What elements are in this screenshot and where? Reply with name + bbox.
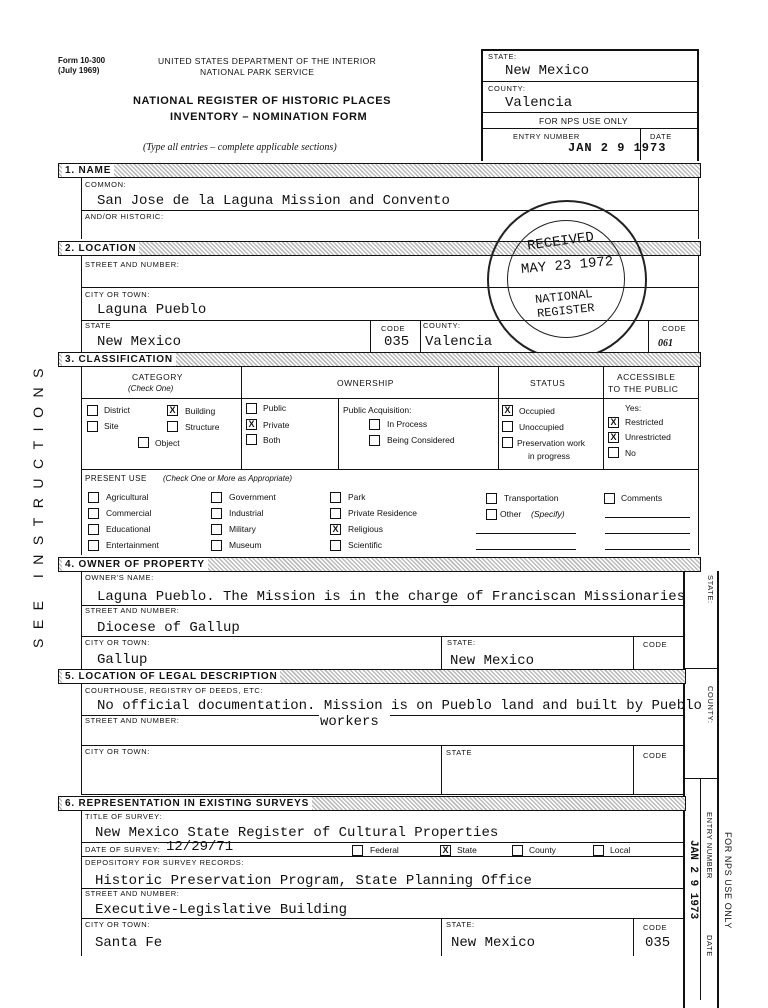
- county-value: Valencia: [505, 95, 573, 111]
- private-residence-label: Private Residence: [348, 508, 417, 518]
- state-survey-checkbox[interactable]: X: [440, 845, 451, 856]
- owner-state-value: New Mexico: [450, 653, 535, 669]
- legal-city-label: CITY OR TOWN:: [85, 747, 150, 756]
- survey-date-value: 12/29/71: [166, 839, 234, 855]
- form-date: (July 1969): [58, 66, 100, 75]
- form-subtitle: INVENTORY – NOMINATION FORM: [170, 111, 368, 123]
- stamp-received-text: RECEIVED: [526, 229, 596, 255]
- owner-city-value: Gallup: [97, 652, 148, 668]
- survey-city-value: Santa Fe: [95, 935, 163, 951]
- transportation-checkbox[interactable]: [486, 493, 497, 504]
- owner-street-label: STREET AND NUMBER:: [85, 606, 180, 615]
- received-stamp: [487, 200, 647, 360]
- accessible-header: ACCESSIBLE: [617, 372, 676, 382]
- structure-checkbox[interactable]: [167, 421, 178, 432]
- being-considered-checkbox[interactable]: [369, 435, 380, 446]
- category-header: CATEGORY: [132, 372, 183, 382]
- depository-value: Historic Preservation Program, State Planning Office: [95, 873, 532, 889]
- state-label: STATE:: [488, 52, 517, 61]
- survey-street-value: Executive-Legislative Building: [95, 902, 348, 918]
- transportation-label: Transportation: [504, 493, 559, 503]
- yes-label: Yes:: [625, 403, 642, 413]
- legal-state-label: STATE: [446, 748, 473, 757]
- public-checkbox[interactable]: [246, 403, 257, 414]
- private-label: Private: [263, 420, 290, 430]
- margin-state-label: STATE:: [706, 575, 715, 604]
- courthouse-value-cont: workers: [320, 714, 379, 730]
- preservation-work-label: Preservation work: [517, 438, 586, 448]
- park-label: Park: [348, 492, 366, 502]
- city-town-label: CITY OR TOWN:: [85, 290, 150, 299]
- common-label: COMMON:: [85, 180, 127, 189]
- scientific-label: Scientific: [348, 540, 383, 550]
- common-name-value: San Jose de la Laguna Mission and Convento: [97, 193, 450, 209]
- being-considered-label: Being Considered: [387, 435, 455, 445]
- courthouse-value: No official documentation. Mission is on Pueblo land and built by Pueblo: [97, 698, 702, 714]
- survey-state-value: New Mexico: [451, 935, 536, 951]
- county-label: COUNTY:: [488, 84, 526, 93]
- survey-date-label: DATE OF SURVEY:: [85, 845, 161, 854]
- military-checkbox[interactable]: [211, 524, 222, 535]
- public-label: Public: [263, 403, 287, 413]
- no-checkbox[interactable]: [608, 447, 619, 458]
- government-checkbox[interactable]: [211, 492, 222, 503]
- occupied-checkbox[interactable]: X: [502, 405, 513, 416]
- building-checkbox[interactable]: X: [167, 405, 178, 416]
- survey-state-label: STATE:: [446, 920, 475, 929]
- legal-code-label: CODE: [643, 751, 668, 760]
- entry-number-label: ENTRY NUMBER: [513, 132, 580, 141]
- entertainment-label: Entertainment: [106, 540, 159, 550]
- in-process-label: In Process: [387, 419, 428, 429]
- federal-checkbox[interactable]: [352, 845, 363, 856]
- section-1-heading-bar: [58, 163, 701, 178]
- date-label: DATE: [650, 132, 672, 141]
- location-county-label: COUNTY:: [423, 321, 461, 330]
- location-county-value: Valencia: [425, 334, 493, 350]
- nps-use-only-label: FOR NPS USE ONLY: [539, 116, 628, 126]
- margin-entry-stamp: JAN 2 9 1973: [687, 840, 699, 920]
- unrestricted-label: Unrestricted: [625, 432, 671, 442]
- state-value: New Mexico: [505, 63, 590, 79]
- present-use-label: PRESENT USE: [85, 474, 147, 483]
- restricted-label: Restricted: [625, 417, 664, 427]
- industrial-label: Industrial: [229, 508, 264, 518]
- service: NATIONAL PARK SERVICE: [200, 67, 315, 77]
- survey-title-label: TITLE OF SURVEY:: [85, 812, 162, 821]
- owners-name-value: Laguna Pueblo. The Mission is in the charge of Franciscan Missionaries: [97, 589, 686, 605]
- form-number: Form 10-300: [58, 56, 106, 65]
- to-the-public-header: TO THE PUBLIC: [608, 384, 679, 394]
- survey-code-value: 035: [645, 935, 671, 951]
- section-6-heading-bar: [58, 796, 686, 811]
- state-survey-label: State: [457, 845, 477, 855]
- survey-city-label: CITY OR TOWN:: [85, 920, 150, 929]
- commercial-checkbox[interactable]: [88, 508, 99, 519]
- margin-nps-label: FOR NPS USE ONLY: [723, 832, 733, 929]
- section-2-heading: 2. LOCATION: [62, 242, 139, 255]
- margin-date-label: DATE: [705, 935, 714, 957]
- religious-label: Religious: [348, 524, 383, 534]
- district-label: District: [104, 405, 130, 415]
- county-survey-label: County: [529, 845, 556, 855]
- state-code-label: CODE: [381, 324, 406, 333]
- stamp-date-text: MAY 23 1972: [520, 254, 614, 278]
- section-5-heading-bar: [58, 669, 686, 684]
- instruction-text: (Type all entries – complete applicable sections): [143, 142, 337, 153]
- owner-code-label: CODE: [643, 640, 668, 649]
- local-survey-label: Local: [610, 845, 631, 855]
- ownership-header: OWNERSHIP: [337, 378, 394, 388]
- form-title: NATIONAL REGISTER OF HISTORIC PLACES: [133, 95, 392, 107]
- section-5-heading: 5. LOCATION OF LEGAL DESCRIPTION: [62, 670, 280, 683]
- section-6-heading: 6. REPRESENTATION IN EXISTING SURVEYS: [62, 797, 312, 810]
- structure-label: Structure: [185, 422, 220, 432]
- entertainment-checkbox[interactable]: [88, 540, 99, 551]
- street-number-label: STREET AND NUMBER:: [85, 260, 180, 269]
- local-survey-checkbox[interactable]: [593, 845, 604, 856]
- scientific-checkbox[interactable]: [330, 540, 341, 551]
- margin-county-label: COUNTY:: [706, 686, 715, 724]
- stamp-national-text: NATIONAL: [534, 287, 594, 307]
- survey-code-label: CODE: [643, 923, 668, 932]
- preservation-work-checkbox[interactable]: [502, 437, 513, 448]
- owners-name-label: OWNER'S NAME:: [85, 573, 154, 582]
- district-checkbox[interactable]: [87, 405, 98, 416]
- legal-street-label: STREET AND NUMBER:: [85, 716, 180, 725]
- agricultural-checkbox[interactable]: [88, 492, 99, 503]
- restricted-checkbox[interactable]: X: [608, 417, 619, 428]
- section-3-heading: 3. CLASSIFICATION: [62, 353, 176, 366]
- federal-label: Federal: [370, 845, 399, 855]
- stamp-register-text: REGISTER: [536, 301, 596, 321]
- religious-checkbox[interactable]: X: [330, 524, 341, 535]
- no-label: No: [625, 448, 636, 458]
- both-checkbox[interactable]: [246, 434, 257, 445]
- building-label: Building: [185, 406, 216, 416]
- county-code-label: CODE: [662, 324, 687, 333]
- entry-date-stamp: JAN 2 9 1973: [568, 141, 667, 155]
- survey-street-label: STREET AND NUMBER:: [85, 889, 180, 898]
- object-checkbox[interactable]: [138, 437, 149, 448]
- city-town-value: Laguna Pueblo: [97, 302, 207, 318]
- section-4-heading: 4. OWNER OF PROPERTY: [62, 558, 208, 571]
- owner-state-label: STATE:: [447, 638, 476, 647]
- courthouse-label: COURTHOUSE, REGISTRY OF DEEDS, ETC:: [85, 686, 264, 695]
- public-acquisition-label: Public Acquisition:: [343, 405, 412, 415]
- military-label: Military: [229, 524, 256, 534]
- unrestricted-checkbox[interactable]: X: [608, 432, 619, 443]
- industrial-checkbox[interactable]: [211, 508, 222, 519]
- park-checkbox[interactable]: [330, 492, 341, 503]
- see-instructions-side-text: SEE INSTRUCTIONS: [30, 359, 46, 648]
- educational-label: Educational: [106, 524, 151, 534]
- object-label: Object: [155, 438, 180, 448]
- margin-entry-number-label: ENTRY NUMBER: [705, 812, 714, 879]
- section-4-heading-bar: [58, 557, 701, 572]
- site-checkbox[interactable]: [87, 421, 98, 432]
- private-checkbox[interactable]: X: [246, 419, 257, 430]
- historic-label: AND/OR HISTORIC:: [85, 212, 164, 221]
- location-state-value: New Mexico: [97, 334, 182, 350]
- private-residence-checkbox[interactable]: [330, 508, 341, 519]
- department: UNITED STATES DEPARTMENT OF THE INTERIOR: [158, 56, 377, 66]
- government-label: Government: [229, 492, 276, 502]
- section-3-heading-bar: [58, 352, 701, 367]
- commercial-label: Commercial: [106, 508, 152, 518]
- present-use-hint: (Check One or More as Appropriate): [163, 474, 293, 483]
- county-survey-checkbox[interactable]: [512, 845, 523, 856]
- owner-city-label: CITY OR TOWN:: [85, 638, 150, 647]
- check-one-hint: (Check One): [128, 384, 174, 393]
- location-state-label: STATE: [85, 321, 112, 330]
- status-header: STATUS: [530, 378, 566, 388]
- comments-label: Comments: [621, 493, 663, 503]
- county-code-value: 061: [658, 338, 673, 349]
- agricultural-label: Agricultural: [106, 492, 149, 502]
- specify-label: (Specify): [531, 509, 565, 519]
- museum-checkbox[interactable]: [211, 540, 222, 551]
- educational-checkbox[interactable]: [88, 524, 99, 535]
- depository-label: DEPOSITORY FOR SURVEY RECORDS:: [85, 858, 245, 867]
- site-label: Site: [104, 421, 119, 431]
- unoccupied-label: Unoccupied: [519, 422, 564, 432]
- unoccupied-checkbox[interactable]: [502, 421, 513, 432]
- owner-street-value: Diocese of Gallup: [97, 620, 240, 636]
- in-progress-label: in progress: [528, 451, 571, 461]
- comments-checkbox[interactable]: [604, 493, 615, 504]
- museum-label: Museum: [229, 540, 262, 550]
- in-process-checkbox[interactable]: [369, 419, 380, 430]
- other-label: Other: [500, 509, 522, 519]
- both-label: Both: [263, 435, 281, 445]
- occupied-label: Occupied: [519, 406, 555, 416]
- survey-title-value: New Mexico State Register of Cultural Properties: [95, 825, 499, 841]
- state-code-value: 035: [384, 334, 410, 350]
- other-checkbox[interactable]: [486, 509, 497, 520]
- section-1-heading: 1. NAME: [62, 164, 114, 177]
